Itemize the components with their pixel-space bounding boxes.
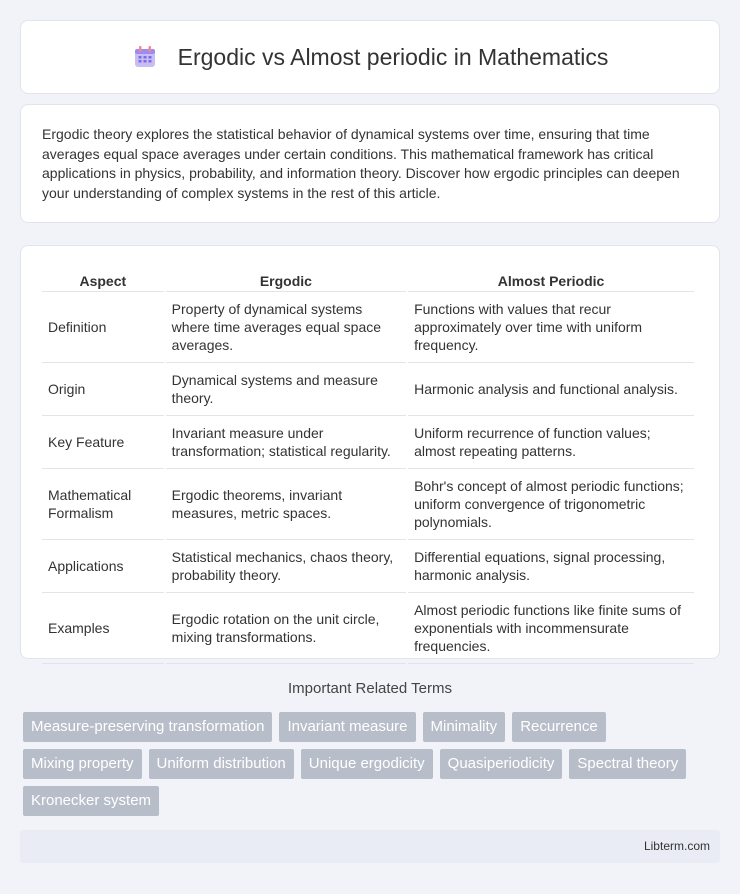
row-ergodic: Ergodic rotation on the unit circle, mixing transformations. [166, 593, 406, 664]
related-terms-title: Important Related Terms [288, 680, 452, 697]
calendar-icon [132, 44, 158, 70]
header-almost-periodic: Almost Periodic [408, 266, 694, 292]
row-aspect: Origin [42, 363, 164, 416]
header-ergodic: Ergodic [166, 266, 406, 292]
table-row [42, 593, 694, 664]
related-term-tag[interactable]: Unique ergodicity [301, 749, 433, 779]
comparison-table [40, 266, 696, 664]
table-row [42, 540, 694, 593]
related-term-tag[interactable]: Spectral theory [569, 749, 686, 779]
table-header-row [42, 266, 694, 292]
row-aspect: Key Feature [42, 416, 164, 469]
footer [20, 830, 720, 863]
row-aspect: Mathematical Formalism [42, 469, 164, 540]
row-ergodic: Dynamical systems and measure theory. [166, 363, 406, 416]
header-aspect: Aspect [42, 266, 164, 292]
row-ergodic: Invariant measure under transformation; statistical regularity. [166, 416, 406, 469]
row-ergodic: Ergodic theorems, invariant measures, metric spaces. [166, 469, 406, 540]
row-almost-periodic: Functions with values that recur approximately over time with uniform frequency. [408, 292, 694, 363]
table-row [42, 469, 694, 540]
row-ergodic: Property of dynamical systems where time averages equal space averages. [166, 292, 406, 363]
page-title: Ergodic vs Almost periodic in Mathematics [177, 43, 609, 70]
intro-text: Ergodic theory explores the statistical behavior of dynamical systems over time, ensuring that time averages equal space averages under certain conditions. This mathematical framework has critical applications in physics, probability, and information theory. Discover how ergodic principles can deepen your understanding of complex systems in the rest of this article. [42, 126, 680, 201]
related-term-tag[interactable]: Invariant measure [279, 712, 415, 742]
row-almost-periodic: Almost periodic functions like finite sums of exponentials with incommensurate frequencies. [408, 593, 694, 664]
related-term-tag[interactable]: Minimality [423, 712, 506, 742]
comparison-card [20, 245, 720, 659]
table-row [42, 416, 694, 469]
row-almost-periodic: Harmonic analysis and functional analysis. [408, 363, 694, 416]
related-term-tag[interactable]: Kronecker system [23, 786, 159, 816]
related-term-tag[interactable]: Measure-preserving transformation [23, 712, 272, 742]
table-row [42, 292, 694, 363]
row-almost-periodic: Uniform recurrence of function values; almost repeating patterns. [408, 416, 694, 469]
related-terms-list [23, 712, 723, 816]
related-term-tag[interactable]: Recurrence [512, 712, 606, 742]
related-term-tag[interactable]: Quasiperiodicity [440, 749, 563, 779]
row-almost-periodic: Bohr's concept of almost periodic functions; uniform convergence of trigonometric polynomials. [408, 469, 694, 540]
header-card [20, 20, 720, 94]
row-aspect: Examples [42, 593, 164, 664]
row-almost-periodic: Differential equations, signal processing, harmonic analysis. [408, 540, 694, 593]
intro-card [20, 104, 720, 223]
row-ergodic: Statistical mechanics, chaos theory, probability theory. [166, 540, 406, 593]
row-aspect: Definition [42, 292, 164, 363]
footer-brand-link[interactable]: Libterm.com [643, 839, 710, 853]
related-term-tag[interactable]: Mixing property [23, 749, 142, 779]
table-row [42, 363, 694, 416]
row-aspect: Applications [42, 540, 164, 593]
related-term-tag[interactable]: Uniform distribution [149, 749, 294, 779]
